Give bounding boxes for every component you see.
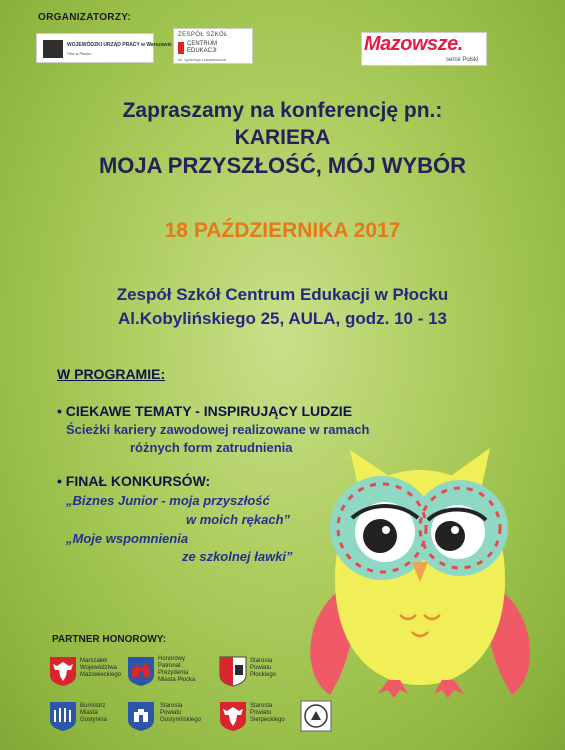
mazowsze-logo-name: Mazowsze.: [364, 33, 463, 55]
wup-logo-icon: [43, 40, 63, 58]
gostynin-crest-icon: [48, 700, 78, 732]
owl-illustration: [300, 440, 540, 710]
invite-text: Zapraszamy na konferencję pn.:: [122, 99, 443, 122]
conference-title-line2: MOJA PRZYSZŁOŚĆ, MÓJ WYBÓR: [98, 153, 467, 178]
partner-starosta-sierpecki: Starosta Powiatu Sierpeckiego: [250, 703, 285, 723]
sierpc-county-crest-icon: [218, 700, 248, 732]
partner-marszalek: Marszałek Województwa Mazowieckiego: [80, 658, 122, 678]
contest2-line1: „Moje wspomnienia: [66, 531, 189, 546]
plock-county-crest-icon: [218, 655, 248, 687]
wup-logo-branch: Filia w Płocku: [67, 51, 92, 56]
zsce-logo-line1: ZESPÓŁ SZKÓŁ: [178, 32, 228, 38]
zsce-logo-name: CENTRUM EDUKACJI: [187, 41, 217, 54]
sports-club-emblem-icon: [300, 700, 332, 732]
program-heading: W PROGRAMIE:: [57, 366, 166, 382]
partner-prezydent: Honorowy Patronat Prezydenta Miasta Płocka: [158, 656, 196, 683]
gostynin-county-crest-icon: [126, 700, 156, 732]
partners-label: PARTNER HONOROWY:: [52, 634, 167, 645]
conference-title-line1: KARIERA: [234, 126, 331, 149]
program-item1-title: • CIEKAWE TEMATY - INSPIRUJĄCY LUDZIE: [57, 403, 353, 419]
contest1-line1: „Biznes Junior - moja przyszłość: [66, 493, 270, 508]
wup-logo-name: WOJEWÓDZKI URZĄD PRACY w Warszawie: [67, 42, 172, 48]
zsce-logo-icon: [178, 42, 184, 54]
wup-logo: [36, 33, 172, 63]
contest2-line2: ze szkolnej ławki”: [182, 549, 293, 564]
venue-name: Zespół Szkół Centrum Edukacji w Płocku: [116, 285, 449, 304]
owl-left-pupil: [363, 519, 397, 553]
mazowieckie-eagle-icon: [48, 655, 78, 687]
mazowsze-logo: [361, 32, 487, 66]
organizers-label: ORGANIZATORZY:: [38, 12, 132, 23]
event-date: 18 PAŹDZIERNIKA 2017: [164, 219, 401, 242]
program-item1-desc2: różnych form zatrudnienia: [130, 440, 293, 455]
partner-burmistrz: Burmistrz Miasta Gostynina: [80, 703, 108, 723]
owl-right-pupil: [435, 521, 465, 551]
venue-address: Al.Kobylińskiego 25, AULA, godz. 10 - 13: [117, 309, 448, 328]
contest1-line2: w moich rękach”: [186, 512, 291, 527]
partner-starosta-plocki: Starosta Powiatu Płockiego: [250, 658, 277, 678]
partner-starosta-gostyninski: Starosta Powiatu Gostynińskiego: [160, 703, 202, 723]
plock-crest-icon: [126, 655, 156, 687]
zsce-logo: [173, 28, 253, 64]
zsce-logo-patron: im. Ignacego Łukasiewicza: [178, 57, 226, 62]
program-item1-desc1: Ścieżki kariery zawodowej realizowane w ramach: [66, 422, 370, 437]
mazowsze-logo-tagline: serce Polski: [446, 57, 479, 63]
program-item2-title: • FINAŁ KONKURSÓW:: [57, 473, 211, 489]
